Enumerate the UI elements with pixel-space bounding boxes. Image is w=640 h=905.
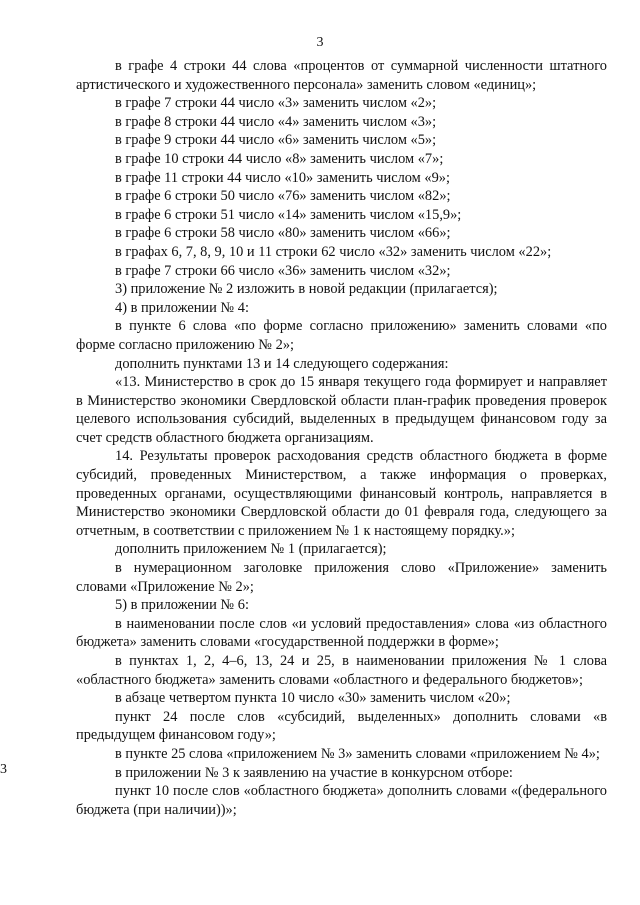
paragraph: в графе 11 строки 44 число «10» заменить числом «9»; (115, 169, 450, 186)
margin-mark: 3 (0, 762, 7, 777)
paragraph: в графе 8 строки 44 число «4» заменить числом «3»; (115, 113, 437, 130)
paragraph: в графе 7 строки 66 число «36» заменить числом «32»; (115, 262, 451, 279)
paragraph: 3) приложение № 2 изложить в новой редакции (прилагается); (115, 281, 498, 298)
paragraph: 14. Результаты проверок расходования средств областного бюджета в форме субсидий, проведенных Министерством, а также информация о проверках, проведенных органами, осуществляющими финансовый контроль, направляется в Министерство экономики Свердловской области до 01 февраля года, следующего за отчетным, в соответствии с приложением № 1 к настоящему порядку.»; (76, 448, 607, 539)
paragraph: пункт 10 после слов «областного бюджета» дополнить словами «(федерального бюджета (при наличии))»; (76, 783, 607, 818)
paragraph: в графе 6 строки 58 число «80» заменить числом «66»; (115, 225, 451, 242)
paragraph: в нумерационном заголовке приложения слово «Приложение» заменить словами «Приложение № 2»; (76, 560, 607, 595)
paragraph: в графе 4 строки 44 слова «процентов от суммарной численности штатного артистического и художественного персонала» заменить словом «единиц»; (76, 58, 607, 93)
paragraph: в графе 10 строки 44 число «8» заменить числом «7»; (115, 150, 444, 167)
paragraph: пункт 24 после слов «субсидий, выделенных» дополнить словами «в предыдущем финансовом году»; (76, 708, 607, 744)
page-number: 3 (316, 35, 324, 50)
document-body (76, 57, 607, 819)
paragraph: в пунктах 1, 2, 4–6, 13, 24 и 25, в наименовании приложения № 1 слова «областного бюджета» заменить словами «областного и федерального бюджетов»; (76, 653, 607, 688)
paragraph: в графе 6 строки 51 число «14» заменить числом «15,9»; (115, 206, 462, 223)
paragraph: в графе 9 строки 44 число «6» заменить числом «5»; (115, 132, 437, 149)
paragraph: в приложении № 3 к заявлению на участие в конкурсном отборе: (115, 764, 513, 781)
paragraph: 4) в приложении № 4: (115, 299, 249, 316)
paragraph: 5) в приложении № 6: (115, 597, 249, 614)
paragraph: «13. Министерство в срок до 15 января текущего года формирует и направляет в Министерство экономики Свердловской области план-график проведения проверок целевого использования субсидий, выделенных в предыдущем финансовом году за счет средств областного бюджета организациям. (76, 374, 607, 446)
paragraph: в абзаце четвертом пункта 10 число «30» заменить числом «20»; (115, 690, 511, 707)
paragraph: дополнить пунктами 13 и 14 следующего содержания: (115, 355, 449, 372)
paragraph: в графе 7 строки 44 число «3» заменить числом «2»; (115, 95, 437, 112)
paragraph: в графах 6, 7, 8, 9, 10 и 11 строки 62 число «32» заменить числом «22»; (115, 243, 552, 260)
paragraph: в графе 6 строки 50 число «76» заменить числом «82»; (115, 188, 451, 205)
paragraph: в пункте 6 слова «по форме согласно приложению» заменить словами «по форме согласно приложению № 2»; (76, 318, 607, 353)
paragraph: в пункте 25 слова «приложением № 3» заменить словами «приложением № 4»; (115, 745, 600, 762)
paragraph: дополнить приложением № 1 (прилагается); (115, 541, 387, 558)
paragraph: в наименовании после слов «и условий предоставления» слова «из областного бюджета» заменить словами «государственной поддержки в форме»; (76, 615, 607, 651)
